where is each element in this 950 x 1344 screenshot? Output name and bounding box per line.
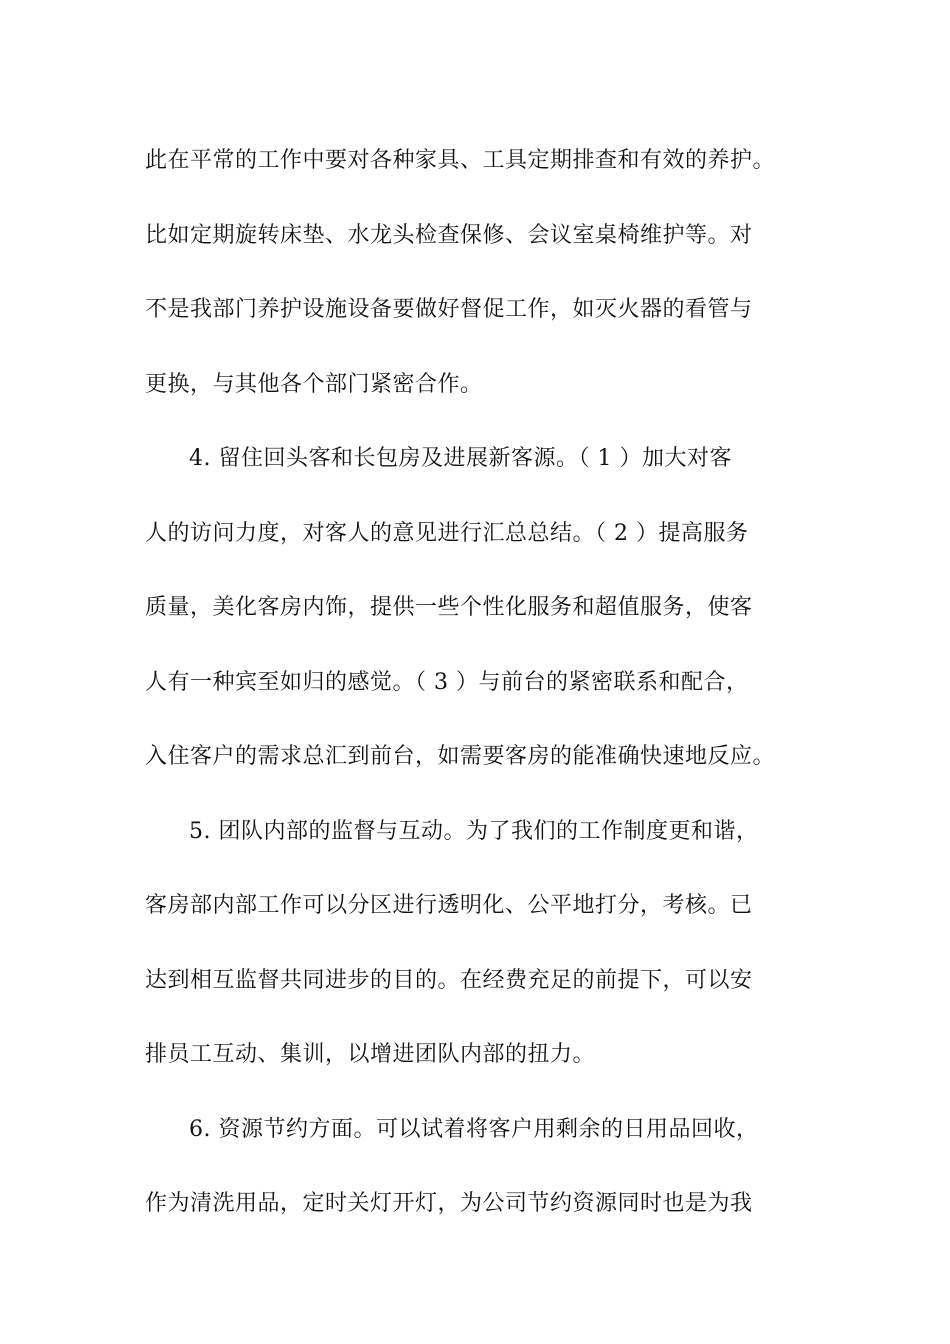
text-line-4: 更换，与其他各个部门紧密合作。 (145, 371, 483, 397)
text-line-7: 质量，美化客房内饰，提供一些个性化服务和超值服务，使客 (145, 595, 753, 620)
text-line-8: 人有一种宾至如归的感觉。（ 3 ）与前台的紧密联系和配合， (145, 669, 749, 695)
text-line-12: 达到相互监督共同进步的目的。在经费充足的前提下，可以安 (145, 967, 753, 993)
text-line-3: 不是我部门养护设施设备要做好督促工作，如灭火器的看管与 (145, 297, 753, 322)
text-line-2: 比如定期旋转床垫、水龙头检查保修、会议室桌椅维护等。对 (145, 222, 753, 248)
text-line-13: 排员工互动、集训，以增进团队内部的扭力。 (145, 1042, 596, 1067)
text-line-1: 此在平常的工作中要对各种家具、工具定期排查和有效的养护。 (145, 148, 776, 173)
text-line-9: 入住客户的需求总汇到前台，如需要客房的能准确快速地反应。 (145, 744, 776, 769)
text-line-10: 5. 团队内部的监督与互动。为了我们的工作制度更和谐， (189, 818, 759, 844)
text-line-5: 4. 留住回头客和长包房及进展新客源。（ 1 ）加大对客 (189, 446, 732, 471)
text-line-14: 6. 资源节约方面。可以试着将客户用剩余的日用品回收， (189, 1116, 759, 1142)
body-text (145, 124, 825, 1242)
text-line-15: 作为清洗用品，定时关灯开灯，为公司节约资源同时也是为我 (145, 1191, 753, 1216)
text-line-11: 客房部内部工作可以分区进行透明化、公平地打分，考核。已 (145, 893, 753, 918)
text-line-6: 人的访问力度，对客人的意见进行汇总总结。（ 2 ）提高服务 (145, 520, 749, 546)
